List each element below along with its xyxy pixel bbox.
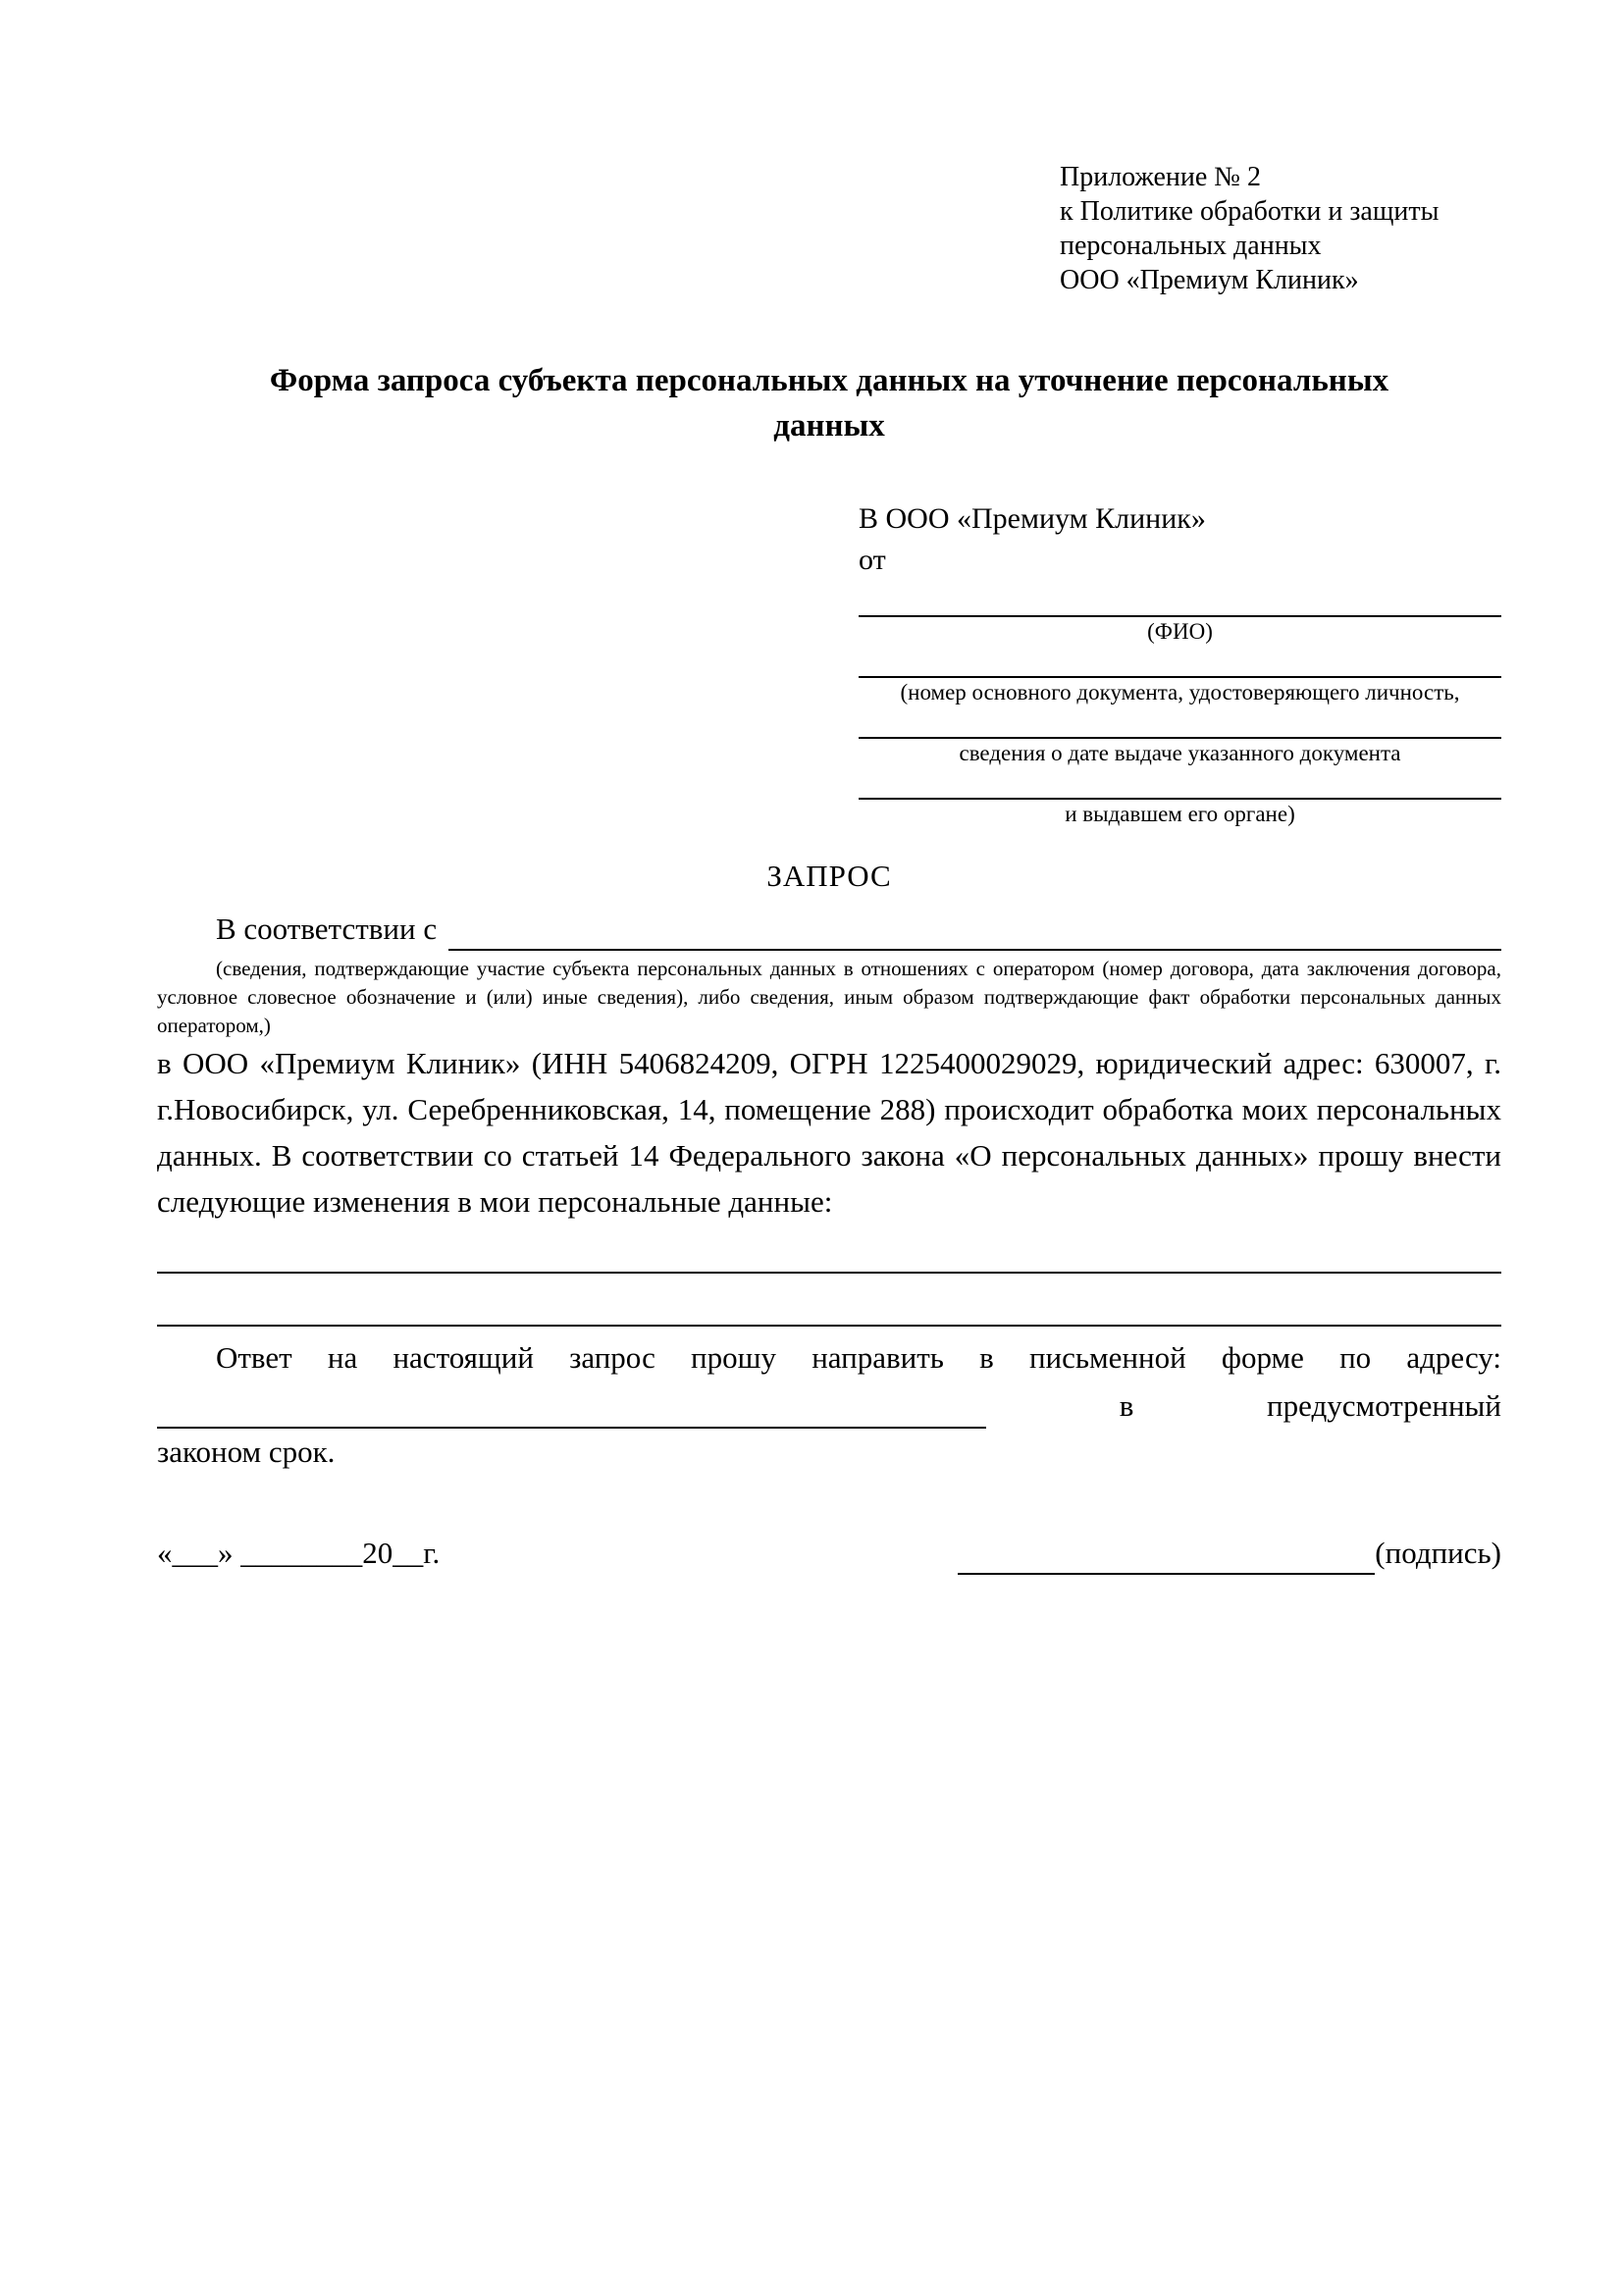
document-number-field (859, 676, 1501, 705)
signature-blank-line (958, 1539, 1375, 1575)
appendix-line: к Политике обработки и защиты (1060, 196, 1440, 227)
date-signature-row (157, 1532, 1501, 1575)
body-paragraph: в ООО «Премиум Клиник» (ИНН 5406824209, ОГРН 1225400029029, юридический адрес: 630007, г. г.Новосибирск, ул. Серебренниковская, 14, помещение 288) происходит обработка моих персональных данных. В соответствии со статьей 14 Федерального закона «О персональных данных» прошу внести следующие изменения в мои персональные данные: (157, 1046, 1501, 1219)
field-caption: и выдавшем его органе) (1065, 802, 1295, 826)
according-lead: В соответствии с (216, 912, 438, 946)
addressee-organization: В ООО «Премиум Клиник» (859, 502, 1206, 535)
according-note: (сведения, подтверждающие участие субъекта персональных данных в отношениях с оператором (номер договора, дата заключения договора, условное словесное обозначение и (или) иные сведения), либо сведения, иным образом подтверждающие факт обработки персональных данных оператором,) (157, 957, 1501, 1037)
fio-field (859, 615, 1501, 645)
addressee-block (859, 499, 1501, 827)
document-issue-date-field (859, 737, 1501, 766)
appendix-block (1060, 160, 1501, 297)
reply-word: предусмотренный (1267, 1388, 1501, 1423)
addressee-from-label: от (859, 544, 886, 576)
appendix-line: персональных данных (1060, 231, 1322, 261)
blank-line (157, 1325, 1501, 1327)
reply-word: в (1119, 1388, 1134, 1423)
blank-line (157, 1393, 986, 1429)
appendix-line: ООО «Премиум Клиник» (1060, 265, 1359, 295)
signature-group (958, 1532, 1501, 1575)
signature-caption: (подпись) (1375, 1536, 1501, 1570)
field-caption: сведения о дате выдаче указанного документа (959, 741, 1401, 765)
reply-paragraph-end: законом срок. (157, 1435, 336, 1469)
request-heading: ЗАПРОС (766, 859, 892, 893)
document-issuer-field (859, 798, 1501, 827)
page-title: Форма запроса субъекта персональных данных на уточнение персональных данных (269, 363, 1389, 444)
blank-line (157, 1272, 1501, 1274)
field-caption: (ФИО) (1147, 619, 1213, 644)
blank-line (448, 915, 1501, 951)
reply-paragraph-lead: Ответ на настоящий запрос прошу направить в письменной форме по адресу: (216, 1340, 1501, 1375)
field-caption: (номер основного документа, удостоверяющего личность, (900, 680, 1460, 704)
date-blank: «___» ________20__г. (157, 1536, 441, 1570)
reply-address-row (157, 1383, 1501, 1429)
appendix-line: Приложение № 2 (1060, 162, 1261, 192)
according-row (157, 908, 1501, 951)
